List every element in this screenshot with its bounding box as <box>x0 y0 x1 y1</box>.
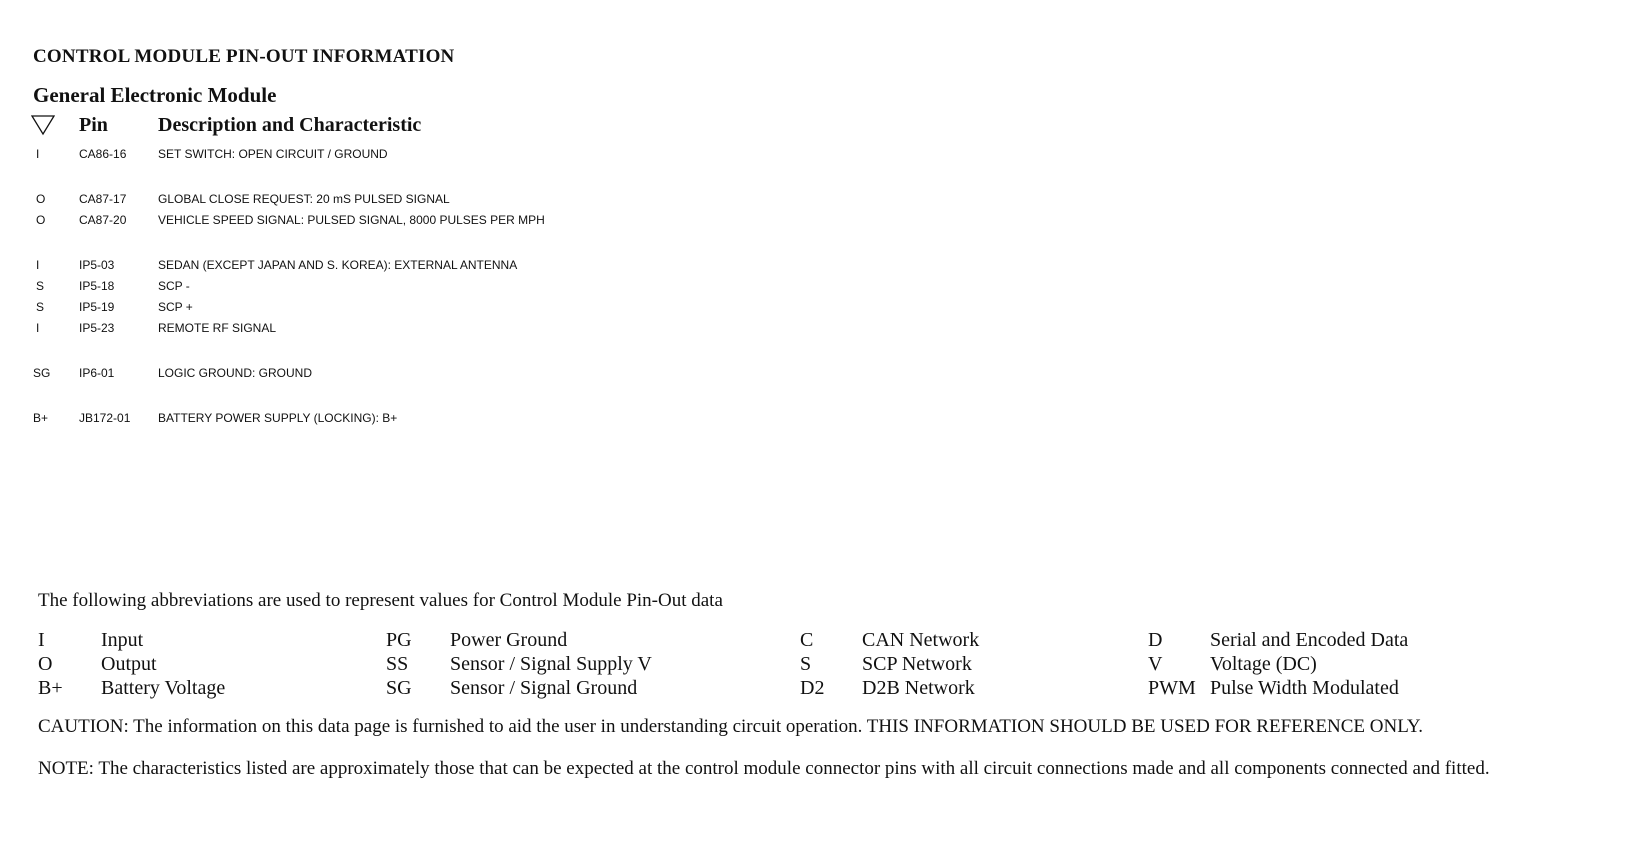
abbr-meaning: Output <box>101 653 157 675</box>
pin-description: GLOBAL CLOSE REQUEST: 20 mS PULSED SIGNAL <box>158 192 450 206</box>
pin-type: B+ <box>33 411 49 425</box>
pin-description: BATTERY POWER SUPPLY (LOCKING): B+ <box>158 411 398 425</box>
pin-description: SCP + <box>158 300 193 314</box>
page-title: CONTROL MODULE PIN-OUT INFORMATION <box>33 46 455 67</box>
abbr-code: D2 <box>800 677 825 699</box>
abbr-code: SS <box>386 653 409 675</box>
abbr-meaning: Sensor / Signal Supply V <box>450 653 652 675</box>
abbr-code: PG <box>386 629 412 651</box>
abbr-meaning: SCP Network <box>862 653 972 675</box>
pin-id: IP5-03 <box>79 258 115 272</box>
abbr-code: V <box>1148 653 1163 675</box>
pin-description: LOGIC GROUND: GROUND <box>158 366 313 380</box>
pin-type: I <box>36 321 40 335</box>
pin-type: S <box>36 279 45 293</box>
pin-type: I <box>36 258 40 272</box>
triangle-icon <box>31 114 55 136</box>
abbr-meaning: Serial and Encoded Data <box>1210 629 1409 651</box>
pin-type: I <box>36 147 40 161</box>
pin-description: SCP - <box>158 279 190 293</box>
pin-id: IP6-01 <box>79 366 115 380</box>
pin-id: CA86-16 <box>79 147 127 161</box>
pin-description: VEHICLE SPEED SIGNAL: PULSED SIGNAL, 8000 PULSES PER MPH <box>158 213 545 227</box>
note-text: NOTE: The characteristics listed are approximately those that can be expected at the control module connector pins with all circuit connections made and all components connected and fitted. <box>38 758 1490 779</box>
abbr-code: O <box>38 653 53 675</box>
abbr-meaning: D2B Network <box>862 677 975 699</box>
abbr-meaning: Sensor / Signal Ground <box>450 677 638 699</box>
abbr-code: S <box>800 653 812 675</box>
pin-type: SG <box>33 366 51 380</box>
abbr-meaning: Input <box>101 629 144 651</box>
abbr-code: I <box>38 629 45 651</box>
caution-text: CAUTION: The information on this data page is furnished to aid the user in understanding circuit operation. THIS INFORMATION SHOULD BE USED FOR REFERENCE ONLY. <box>38 716 1423 737</box>
abbr-code: SG <box>386 677 412 699</box>
abbr-meaning: Battery Voltage <box>101 677 226 699</box>
pin-type: S <box>36 300 45 314</box>
module-name: General Electronic Module <box>33 83 277 107</box>
abbr-meaning: Pulse Width Modulated <box>1210 677 1399 699</box>
abbr-meaning: CAN Network <box>862 629 980 651</box>
pin-id: IP5-23 <box>79 321 115 335</box>
abbr-meaning: Power Ground <box>450 629 568 651</box>
abbr-code: PWM <box>1148 677 1196 699</box>
pin-type: O <box>36 192 46 206</box>
pin-description: SEDAN (EXCEPT JAPAN AND S. KOREA): EXTERNAL ANTENNA <box>158 258 518 272</box>
pin-id: IP5-18 <box>79 279 115 293</box>
pin-description: SET SWITCH: OPEN CIRCUIT / GROUND <box>158 147 388 161</box>
abbreviations-intro: The following abbreviations are used to represent values for Control Module Pin-Out data <box>38 590 723 611</box>
abbr-code: B+ <box>38 677 63 699</box>
abbr-meaning: Voltage (DC) <box>1210 653 1317 675</box>
pin-id: CA87-20 <box>79 213 127 227</box>
pin-description: REMOTE RF SIGNAL <box>158 321 277 335</box>
pin-column-header: Pin <box>79 114 108 136</box>
abbr-code: C <box>800 629 814 651</box>
abbr-code: D <box>1148 629 1163 651</box>
pin-id: JB172-01 <box>79 411 131 425</box>
pin-id: IP5-19 <box>79 300 115 314</box>
pin-id: CA87-17 <box>79 192 127 206</box>
pin-type: O <box>36 213 46 227</box>
description-column-header: Description and Characteristic <box>158 114 422 136</box>
